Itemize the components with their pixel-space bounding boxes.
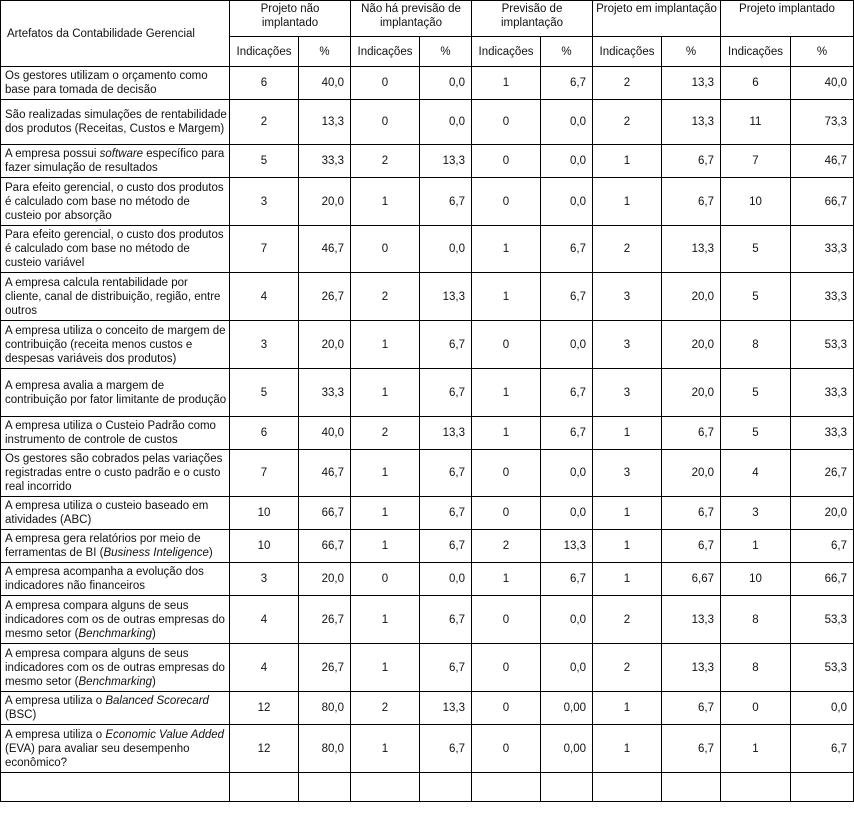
indicacoes-cell: 8 (721, 596, 791, 644)
pct-cell: 13,3 (662, 100, 721, 145)
indicacoes-cell: 0 (351, 226, 420, 273)
pct-cell: 33,3 (791, 273, 854, 321)
indicacoes-cell: 0 (472, 692, 541, 725)
indicacoes-cell: 1 (351, 530, 420, 563)
indicacoes-cell: 1 (593, 145, 662, 178)
pct-cell: 53,3 (791, 644, 854, 692)
pct-cell: 53,3 (791, 596, 854, 644)
pct-cell: 33,3 (299, 145, 351, 178)
indicacoes-cell: 1 (351, 450, 420, 497)
pct-cell: 66,7 (299, 497, 351, 530)
table-row (1, 530, 854, 563)
indicacoes-cell: 3 (230, 563, 299, 596)
pct-cell: 6,7 (420, 178, 472, 226)
indicacoes-cell: 8 (721, 321, 791, 369)
artefato-label: A empresa utiliza o Balanced Scorecard (BSC) (1, 692, 230, 725)
indicacoes-cell: 6 (230, 417, 299, 450)
indicacoes-cell: 5 (721, 226, 791, 273)
indicacoes-cell: 0 (472, 321, 541, 369)
pct-cell: 20,0 (662, 321, 721, 369)
artefato-label: A empresa compara alguns de seus indicadores com os de outras empresas do mesmo setor (Benchmarking) (1, 596, 230, 644)
artefato-label: A empresa avalia a margem de contribuição por fator limitante de produção (1, 369, 230, 417)
header-indicacoes: Indicações (230, 37, 299, 67)
artefato-label: A empresa compara alguns de seus indicadores com os de outras empresas do mesmo setor (Benchmarking) (1, 644, 230, 692)
pct-cell: 0,0 (541, 145, 593, 178)
indicacoes-cell: 0 (472, 178, 541, 226)
indicacoes-cell: 2 (593, 100, 662, 145)
indicacoes-cell: 2 (230, 100, 299, 145)
table-row (1, 563, 854, 596)
blank-cell (662, 773, 721, 802)
pct-cell: 13,3 (420, 417, 472, 450)
header-group-sem-previsao: Não há previsão de implantação (351, 1, 472, 37)
pct-cell: 66,7 (299, 530, 351, 563)
artefato-label: A empresa utiliza o Economic Value Added (EVA) para avaliar seu desempenho econômico? (1, 725, 230, 773)
pct-cell: 46,7 (299, 450, 351, 497)
pct-cell: 6,7 (662, 145, 721, 178)
header-group-implantado: Projeto implantado (721, 1, 854, 37)
pct-cell: 20,0 (299, 178, 351, 226)
blank-cell (1, 773, 230, 802)
pct-cell: 80,0 (299, 692, 351, 725)
indicacoes-cell: 7 (230, 450, 299, 497)
pct-cell: 0,0 (541, 178, 593, 226)
indicacoes-cell: 1 (351, 369, 420, 417)
indicacoes-cell: 2 (351, 145, 420, 178)
indicacoes-cell: 4 (230, 644, 299, 692)
pct-cell: 0,0 (420, 67, 472, 100)
indicacoes-cell: 5 (721, 273, 791, 321)
indicacoes-cell: 0 (721, 692, 791, 725)
pct-cell: 40,0 (791, 67, 854, 100)
pct-cell: 0,0 (541, 596, 593, 644)
indicacoes-cell: 7 (230, 226, 299, 273)
header-indicacoes: Indicações (472, 37, 541, 67)
pct-cell: 20,0 (299, 563, 351, 596)
blank-cell (230, 773, 299, 802)
indicacoes-cell: 3 (593, 321, 662, 369)
pct-cell: 0,0 (420, 100, 472, 145)
blank-cell (472, 773, 541, 802)
pct-cell: 46,7 (299, 226, 351, 273)
indicacoes-cell: 2 (593, 226, 662, 273)
pct-cell: 6,7 (420, 596, 472, 644)
blank-cell (351, 773, 420, 802)
indicacoes-cell: 3 (593, 450, 662, 497)
header-group-em-implantacao: Projeto em implantação (593, 1, 721, 37)
artefato-label: A empresa calcula rentabilidade por cliente, canal de distribuição, região, entre outros (1, 273, 230, 321)
pct-cell: 6,7 (420, 725, 472, 773)
header-indicacoes: Indicações (593, 37, 662, 67)
header-pct: % (299, 37, 351, 67)
indicacoes-cell: 1 (351, 596, 420, 644)
pct-cell: 0,0 (541, 497, 593, 530)
blank-row (1, 773, 854, 802)
pct-cell: 6,7 (541, 369, 593, 417)
pct-cell: 0,0 (541, 450, 593, 497)
pct-cell: 6,7 (541, 563, 593, 596)
blank-cell (721, 773, 791, 802)
pct-cell: 0,0 (420, 563, 472, 596)
artefato-label: A empresa utiliza o conceito de margem de contribuição (receita menos custos e despesas variáveis dos produtos) (1, 321, 230, 369)
indicacoes-cell: 0 (472, 596, 541, 644)
pct-cell: 6,7 (420, 369, 472, 417)
indicacoes-cell: 1 (472, 273, 541, 321)
pct-cell: 0,0 (541, 644, 593, 692)
indicacoes-cell: 5 (721, 369, 791, 417)
table-row (1, 100, 854, 145)
pct-cell: 33,3 (299, 369, 351, 417)
table-row (1, 692, 854, 725)
pct-cell: 13,3 (662, 644, 721, 692)
indicacoes-cell: 1 (593, 692, 662, 725)
pct-cell: 0,0 (541, 100, 593, 145)
pct-cell: 26,7 (299, 273, 351, 321)
indicacoes-cell: 1 (351, 644, 420, 692)
pct-cell: 6,7 (420, 497, 472, 530)
pct-cell: 46,7 (791, 145, 854, 178)
pct-cell: 13,3 (662, 596, 721, 644)
indicacoes-cell: 11 (721, 100, 791, 145)
indicacoes-cell: 10 (721, 563, 791, 596)
indicacoes-cell: 8 (721, 644, 791, 692)
pct-cell: 6,7 (541, 226, 593, 273)
header-pct: % (791, 37, 854, 67)
indicacoes-cell: 0 (472, 145, 541, 178)
table-row (1, 178, 854, 226)
indicacoes-cell: 0 (472, 725, 541, 773)
indicacoes-cell: 0 (472, 497, 541, 530)
indicacoes-cell: 7 (721, 145, 791, 178)
pct-cell: 13,3 (420, 145, 472, 178)
artefato-label: São realizadas simulações de rentabilidade dos produtos (Receitas, Custos e Margem) (1, 100, 230, 145)
indicacoes-cell: 2 (351, 417, 420, 450)
indicacoes-cell: 1 (472, 563, 541, 596)
pct-cell: 6,7 (662, 725, 721, 773)
indicacoes-cell: 5 (230, 369, 299, 417)
indicacoes-cell: 0 (351, 100, 420, 145)
indicacoes-cell: 1 (593, 417, 662, 450)
table-row (1, 497, 854, 530)
pct-cell: 13,3 (662, 226, 721, 273)
pct-cell: 20,0 (662, 450, 721, 497)
pct-cell: 13,3 (299, 100, 351, 145)
artefato-label: Os gestores são cobrados pelas variações registradas entre o custo padrão e o custo real incorrido (1, 450, 230, 497)
indicacoes-cell: 10 (721, 178, 791, 226)
pct-cell: 40,0 (299, 417, 351, 450)
pct-cell: 6,7 (662, 178, 721, 226)
indicacoes-cell: 1 (472, 369, 541, 417)
indicacoes-cell: 1 (472, 67, 541, 100)
indicacoes-cell: 2 (593, 596, 662, 644)
header-artefatos: Artefatos da Contabilidade Gerencial (1, 1, 230, 67)
indicacoes-cell: 6 (230, 67, 299, 100)
indicacoes-cell: 12 (230, 692, 299, 725)
indicacoes-cell: 0 (472, 100, 541, 145)
indicacoes-cell: 12 (230, 725, 299, 773)
pct-cell: 66,7 (791, 178, 854, 226)
pct-cell: 20,0 (662, 369, 721, 417)
indicacoes-cell: 1 (472, 417, 541, 450)
pct-cell: 13,3 (541, 530, 593, 563)
table-row (1, 450, 854, 497)
pct-cell: 6,7 (662, 497, 721, 530)
indicacoes-cell: 1 (351, 321, 420, 369)
indicacoes-cell: 1 (472, 226, 541, 273)
artefato-label: Os gestores utilizam o orçamento como base para tomada de decisão (1, 67, 230, 100)
pct-cell: 6,7 (420, 450, 472, 497)
pct-cell: 33,3 (791, 417, 854, 450)
pct-cell: 20,0 (791, 497, 854, 530)
indicacoes-cell: 2 (593, 67, 662, 100)
pct-cell: 13,3 (662, 67, 721, 100)
pct-cell: 6,7 (791, 530, 854, 563)
header-group-nao-implantado: Projeto não implantado (230, 1, 351, 37)
indicacoes-cell: 1 (721, 530, 791, 563)
indicacoes-cell: 1 (593, 563, 662, 596)
indicacoes-cell: 1 (593, 530, 662, 563)
pct-cell: 0,0 (791, 692, 854, 725)
indicacoes-cell: 1 (351, 725, 420, 773)
blank-cell (299, 773, 351, 802)
pct-cell: 6,7 (420, 321, 472, 369)
pct-cell: 33,3 (791, 226, 854, 273)
indicacoes-cell: 10 (230, 497, 299, 530)
pct-cell: 6,7 (420, 530, 472, 563)
indicacoes-cell: 2 (351, 273, 420, 321)
pct-cell: 40,0 (299, 67, 351, 100)
pct-cell: 13,3 (420, 692, 472, 725)
indicacoes-cell: 10 (230, 530, 299, 563)
indicacoes-cell: 2 (593, 644, 662, 692)
indicacoes-cell: 5 (230, 145, 299, 178)
artefato-label: A empresa utiliza o custeio baseado em atividades (ABC) (1, 497, 230, 530)
indicacoes-cell: 6 (721, 67, 791, 100)
header-indicacoes: Indicações (351, 37, 420, 67)
indicacoes-cell: 2 (472, 530, 541, 563)
pct-cell: 26,7 (299, 644, 351, 692)
indicacoes-cell: 1 (593, 178, 662, 226)
pct-cell: 53,3 (791, 321, 854, 369)
pct-cell: 6,7 (541, 273, 593, 321)
table-row (1, 67, 854, 100)
indicacoes-cell: 5 (721, 417, 791, 450)
pct-cell: 0,00 (541, 692, 593, 725)
pct-cell: 6,7 (541, 67, 593, 100)
artefato-label: Para efeito gerencial, o custo dos produtos é calculado com base no método de custeio variável (1, 226, 230, 273)
pct-cell: 6,7 (541, 417, 593, 450)
pct-cell: 0,0 (541, 321, 593, 369)
indicacoes-cell: 1 (351, 178, 420, 226)
indicacoes-cell: 2 (351, 692, 420, 725)
table-row (1, 321, 854, 369)
pct-cell: 6,7 (420, 644, 472, 692)
indicacoes-cell: 1 (721, 725, 791, 773)
blank-cell (541, 773, 593, 802)
indicacoes-cell: 4 (230, 273, 299, 321)
pct-cell: 20,0 (662, 273, 721, 321)
indicacoes-cell: 3 (593, 369, 662, 417)
indicacoes-cell: 3 (230, 321, 299, 369)
indicacoes-cell: 3 (721, 497, 791, 530)
pct-cell: 80,0 (299, 725, 351, 773)
table-row (1, 273, 854, 321)
pct-cell: 13,3 (420, 273, 472, 321)
table-row (1, 369, 854, 417)
indicacoes-cell: 4 (721, 450, 791, 497)
pct-cell: 66,7 (791, 563, 854, 596)
artefato-label: A empresa possui software específico para fazer simulação de resultados (1, 145, 230, 178)
table-row (1, 417, 854, 450)
header-pct: % (541, 37, 593, 67)
header-pct: % (662, 37, 721, 67)
pct-cell: 26,7 (791, 450, 854, 497)
indicacoes-cell: 1 (593, 725, 662, 773)
pct-cell: 33,3 (791, 369, 854, 417)
indicacoes-cell: 0 (351, 67, 420, 100)
pct-cell: 0,00 (541, 725, 593, 773)
header-indicacoes: Indicações (721, 37, 791, 67)
header-group-previsao: Previsão de implantação (472, 1, 593, 37)
pct-cell: 6,7 (662, 530, 721, 563)
pct-cell: 6,7 (791, 725, 854, 773)
blank-cell (593, 773, 662, 802)
pct-cell: 73,3 (791, 100, 854, 145)
indicacoes-cell: 1 (593, 497, 662, 530)
artefato-label: Para efeito gerencial, o custo dos produtos é calculado com base no método de custeio por absorção (1, 178, 230, 226)
header-pct: % (420, 37, 472, 67)
indicacoes-cell: 3 (230, 178, 299, 226)
pct-cell: 6,7 (662, 417, 721, 450)
indicacoes-cell: 3 (593, 273, 662, 321)
pct-cell: 20,0 (299, 321, 351, 369)
artefato-label: A empresa gera relatórios por meio de ferramentas de BI (Business Inteligence) (1, 530, 230, 563)
table-row (1, 226, 854, 273)
pct-cell: 0,0 (420, 226, 472, 273)
indicacoes-cell: 0 (472, 450, 541, 497)
indicacoes-cell: 0 (351, 563, 420, 596)
pct-cell: 26,7 (299, 596, 351, 644)
indicacoes-cell: 0 (472, 644, 541, 692)
table-row (1, 725, 854, 773)
pct-cell: 6,7 (662, 692, 721, 725)
blank-cell (420, 773, 472, 802)
pct-cell: 6,67 (662, 563, 721, 596)
artefato-label: A empresa utiliza o Custeio Padrão como instrumento de controle de custos (1, 417, 230, 450)
indicacoes-cell: 4 (230, 596, 299, 644)
table-row (1, 596, 854, 644)
blank-cell (791, 773, 854, 802)
artefato-label: A empresa acompanha a evolução dos indicadores não financeiros (1, 563, 230, 596)
table-row (1, 644, 854, 692)
table-row (1, 145, 854, 178)
indicacoes-cell: 1 (351, 497, 420, 530)
